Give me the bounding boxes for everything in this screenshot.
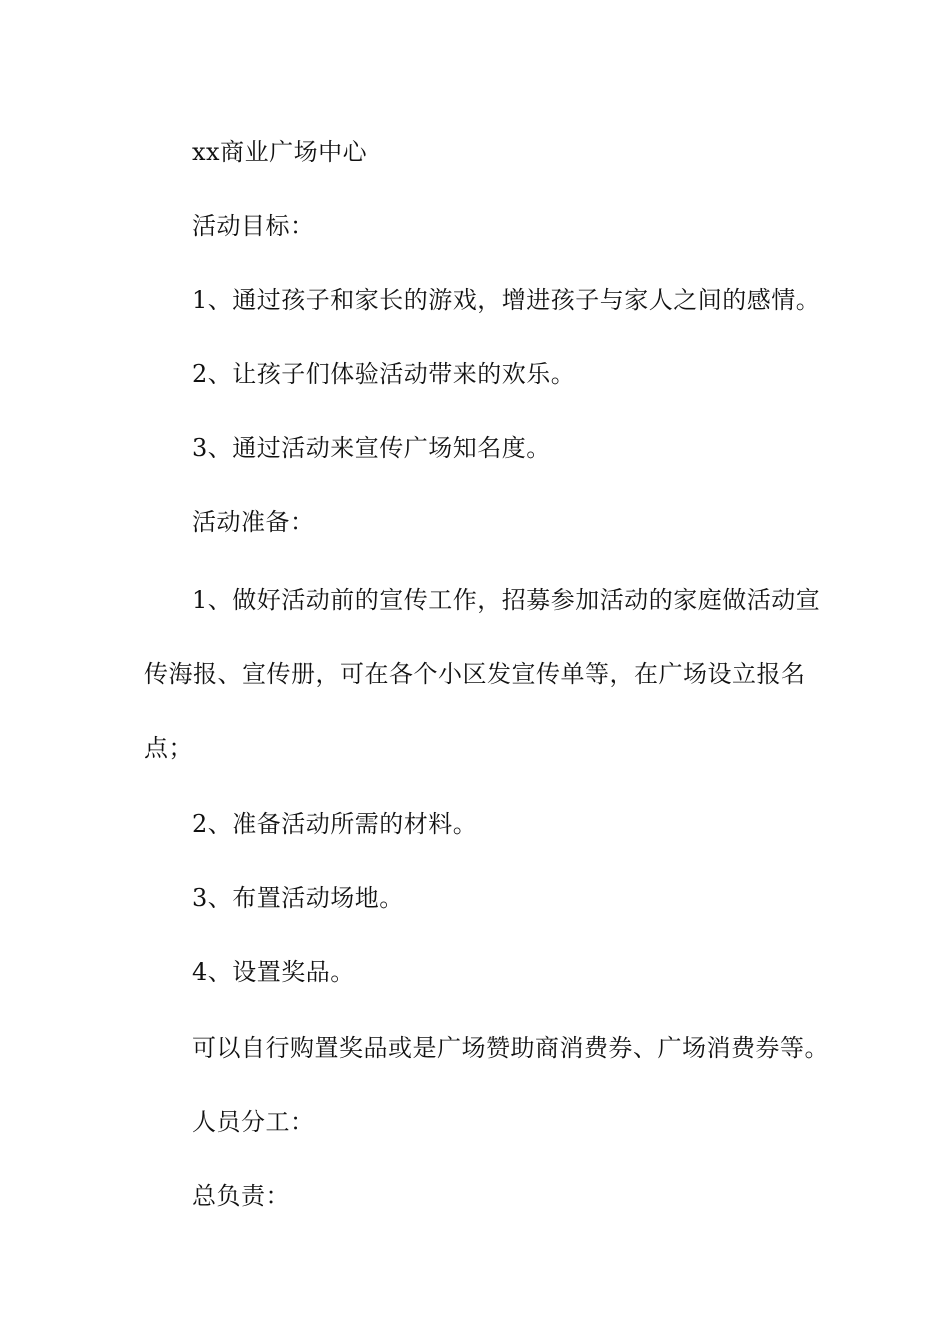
section-heading-staffing: 人员分工： bbox=[192, 1108, 315, 1136]
prize-note: 可以自行购置奖品或是广场赞助商消费券、广场消费券等。 bbox=[192, 1034, 829, 1062]
prep-item-2: 2、准备活动所需的材料。 bbox=[192, 810, 478, 838]
prep-item-1-line-2: 传海报、宣传册，可在各个小区发宣传单等，在广场设立报名 bbox=[144, 660, 806, 688]
section-heading-preparation: 活动准备： bbox=[192, 508, 315, 536]
venue-name: xx商业广场中心 bbox=[192, 138, 368, 166]
prep-item-1-line-3: 点； bbox=[144, 734, 193, 762]
prep-item-1-line-1: 1、做好活动前的宣传工作，招募参加活动的家庭做活动宣 bbox=[192, 586, 821, 614]
staff-lead-label: 总负责： bbox=[192, 1182, 290, 1210]
prep-item-4: 4、设置奖品。 bbox=[192, 958, 355, 986]
goal-item-3: 3、通过活动来宣传广场知名度。 bbox=[192, 434, 551, 462]
goal-item-2: 2、让孩子们体验活动带来的欢乐。 bbox=[192, 360, 576, 388]
section-heading-goals: 活动目标： bbox=[192, 212, 315, 240]
prep-item-3: 3、布置活动场地。 bbox=[192, 884, 404, 912]
goal-item-1: 1、通过孩子和家长的游戏，增进孩子与家人之间的感情。 bbox=[192, 286, 821, 314]
